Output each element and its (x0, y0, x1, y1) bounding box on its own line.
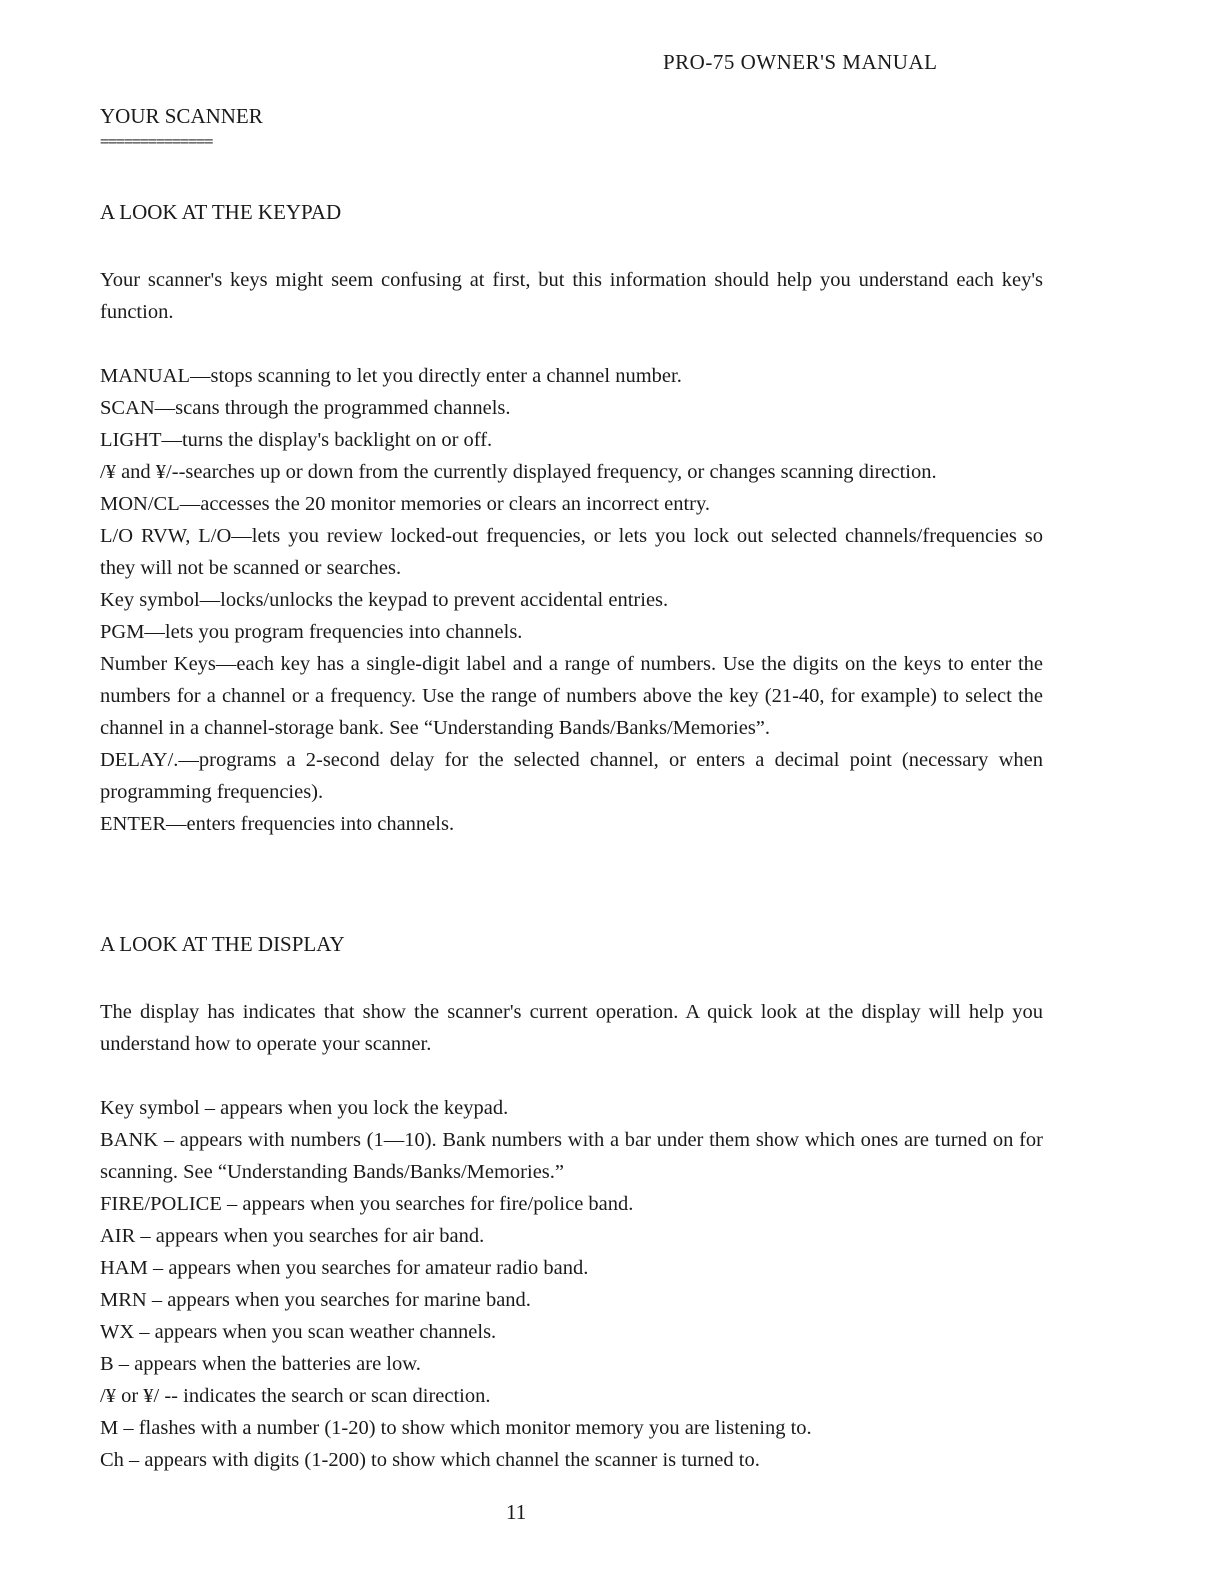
list-item: Ch – appears with digits (1-200) to show which channel the scanner is turned to. (100, 1449, 760, 1471)
list-item: B – appears when the batteries are low. (100, 1353, 421, 1375)
list-item: SCAN—scans through the programmed channels. (100, 397, 511, 419)
list-item: HAM – appears when you searches for amateur radio band. (100, 1257, 589, 1279)
list-item: /¥ or ¥/ -- indicates the search or scan direction. (100, 1385, 491, 1407)
list-item: AIR – appears when you searches for air band. (100, 1225, 485, 1247)
list-item: FIRE/POLICE – appears when you searches for fire/police band. (100, 1193, 634, 1215)
list-item: DELAY/.—programs a 2-second delay for the selected channel, or enters a decimal point (necessary when programming frequencies). (100, 749, 1043, 803)
list-item: Key symbol – appears when you lock the keypad. (100, 1097, 509, 1119)
keypad-intro: Your scanner's keys might seem confusing at first, but this information should help you understand each key's function. (100, 269, 1043, 323)
list-item: Key symbol—locks/unlocks the keypad to prevent accidental entries. (100, 589, 669, 611)
section-underline: ============== (100, 132, 213, 150)
keypad-key-list (100, 360, 1043, 840)
list-item: ENTER—enters frequencies into channels. (100, 813, 455, 835)
list-item: LIGHT—turns the display's backlight on or off. (100, 429, 493, 451)
keypad-heading: A LOOK AT THE KEYPAD (100, 200, 342, 224)
list-item: MRN – appears when you searches for marine band. (100, 1289, 531, 1311)
list-item: Number Keys—each key has a single-digit label and a range of numbers. Use the digits on the keys to enter the numbers for a channel or a frequency. Use the range of numbers above the key (21-40, for example) to select the channel in a channel-storage bank. See “Understanding Bands/Banks/Memories”. (100, 653, 1043, 739)
display-intro: The display has indicates that show the scanner's current operation. A quick look at the display will help you understand how to operate your scanner. (100, 1001, 1043, 1055)
list-item: L/O RVW, L/O—lets you review locked-out frequencies, or lets you lock out selected channels/frequencies so they will not be scanned or searches. (100, 525, 1043, 579)
list-item: PGM—lets you program frequencies into channels. (100, 621, 523, 643)
list-item: BANK – appears with numbers (1—10). Bank numbers with a bar under them show which ones are turned on for scanning. See “Understanding Bands/Banks/Memories.” (100, 1129, 1043, 1183)
section-title: YOUR SCANNER (100, 104, 263, 128)
list-item: M – flashes with a number (1-20) to show which monitor memory you are listening to. (100, 1417, 812, 1439)
list-item: MON/CL—accesses the 20 monitor memories or clears an incorrect entry. (100, 493, 711, 515)
display-indicator-list (100, 1092, 1043, 1476)
list-item: MANUAL—stops scanning to let you directly enter a channel number. (100, 365, 682, 387)
list-item: WX – appears when you scan weather channels. (100, 1321, 497, 1343)
display-heading: A LOOK AT THE DISPLAY (100, 932, 345, 956)
list-item: /¥ and ¥/--searches up or down from the currently displayed frequency, or changes scanning direction. (100, 461, 937, 483)
running-header: PRO-75 OWNER'S MANUAL (663, 50, 938, 74)
page-number: 11 (506, 1500, 527, 1524)
